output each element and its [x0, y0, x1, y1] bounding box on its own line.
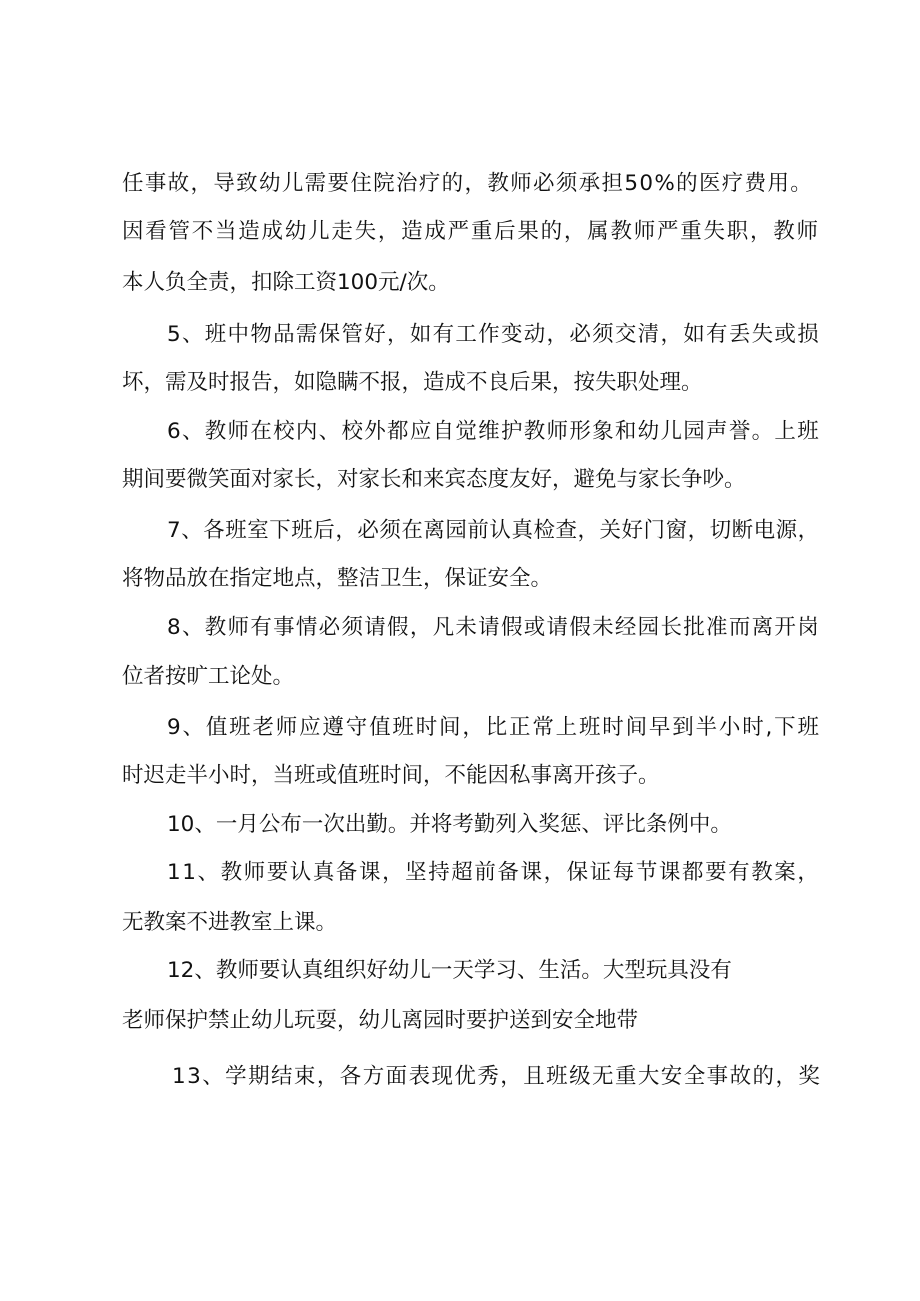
text-line: 任事故，导致幼儿需要住院治疗的，教师必须承担50%的医疗费用。 — [122, 171, 814, 196]
text-line: 5、班中物品需保管好，如有工作变动，必须交清，如有丢失或损 — [167, 322, 820, 347]
text-line: 13、学期结束，各方面表现优秀，且班级无重大安全事故的，奖 — [172, 1064, 822, 1089]
text-line: 老师保护禁止幼儿玩耍，幼儿离园时要护送到安全地带 — [122, 1008, 639, 1033]
text-line: 因看管不当造成幼儿走失，造成严重后果的，属教师严重失职，教师 — [122, 219, 820, 244]
text-line: 8、教师有事情必须请假，凡未请假或请假未经园长批准而离开岗 — [167, 615, 820, 640]
text-line: 6、教师在校内、校外都应自觉维护教师形象和幼儿园声誉。上班 — [167, 419, 820, 444]
text-line: 11、教师要认真备课，坚持超前备课，保证每节课都要有教案， — [167, 860, 821, 885]
text-line: 本人负全责，扣除工资100元/次。 — [122, 270, 450, 295]
text-line: 9、值班老师应遵守值班时间，比正常上班时间早到半小时,下班 — [167, 715, 821, 740]
text-line: 12、教师要认真组织好幼儿一天学习、生活。大型玩具没有 — [167, 958, 732, 983]
text-line: 无教案不进教室上课。 — [122, 910, 338, 935]
text-line: 期间要微笑面对家长，对家长和来宾态度友好，避免与家长争吵。 — [122, 467, 746, 492]
text-line: 7、各班室下班后，必须在离园前认真检查，关好门窗，切断电源， — [167, 518, 820, 543]
text-line: 位者按旷工论处。 — [122, 664, 295, 689]
text-line: 将物品放在指定地点，整洁卫生，保证安全。 — [122, 566, 553, 591]
text-line: 时迟走半小时，当班或值班时间，不能因私事离开孩子。 — [122, 763, 660, 788]
text-line: 坏，需及时报告，如隐瞒不报，造成不良后果，按失职处理。 — [122, 370, 703, 395]
text-line: 10、一月公布一次出勤。并将考勤列入奖惩、评比条例中。 — [167, 812, 732, 837]
